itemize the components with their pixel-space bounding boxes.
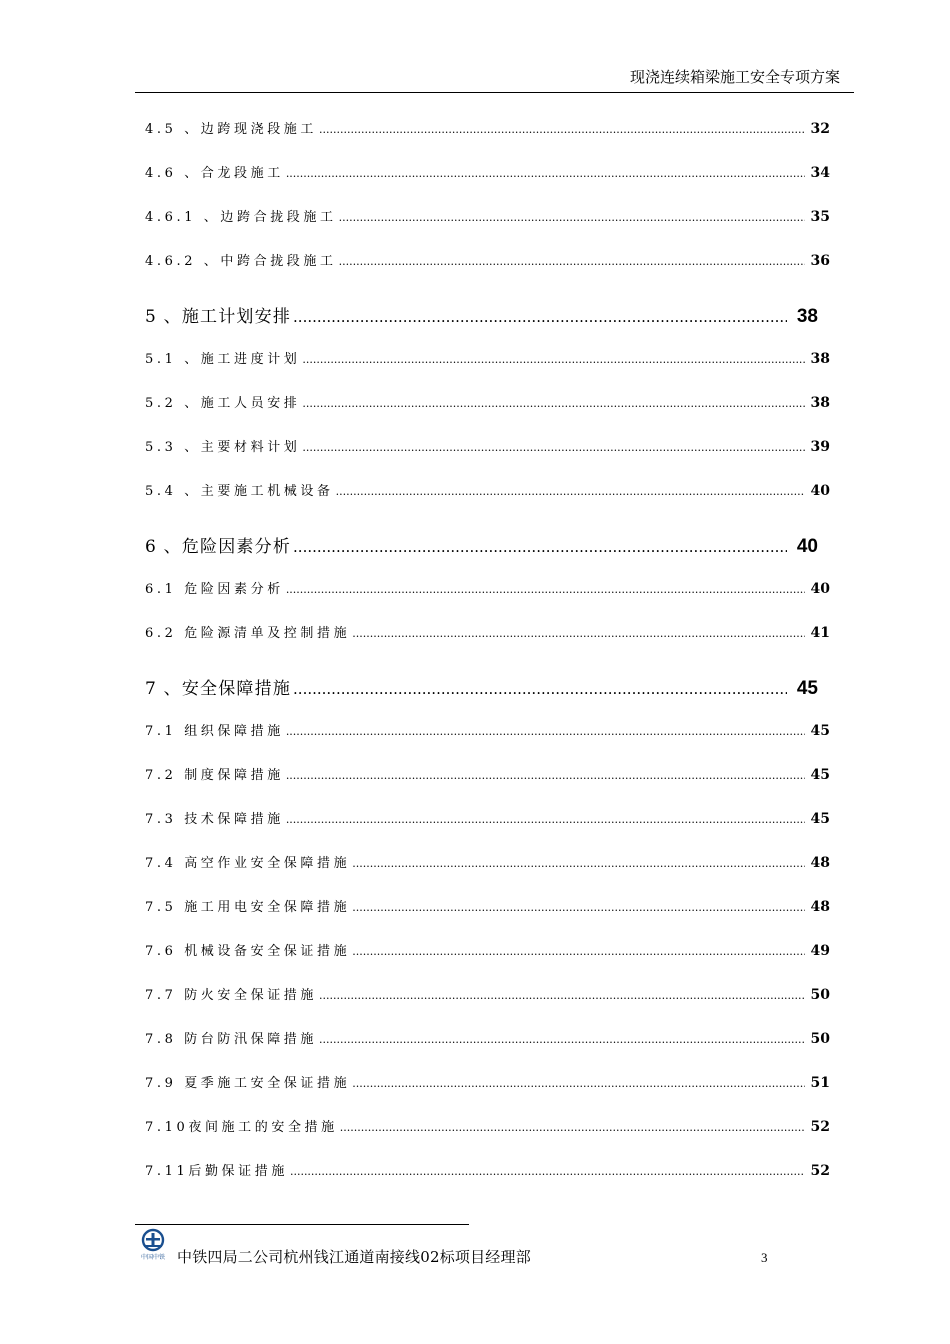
toc-section-entry[interactable] xyxy=(145,896,830,915)
toc-entry-page: 48 xyxy=(810,855,830,871)
toc-section-entry[interactable] xyxy=(145,1028,830,1047)
toc-section-entry[interactable] xyxy=(145,1116,830,1135)
toc-entry-label: 7.9 夏季施工安全保证措施 xyxy=(145,1076,351,1091)
toc-dot-leader xyxy=(319,1033,805,1046)
toc-dot-leader xyxy=(340,1121,805,1134)
toc-entry-page: 51 xyxy=(810,1075,830,1091)
toc-section-entry[interactable] xyxy=(145,206,830,225)
toc-dot-leader xyxy=(293,538,787,556)
toc-section-entry[interactable] xyxy=(145,1072,830,1091)
toc-entry-label: 5.1 、施工进度计划 xyxy=(145,352,301,367)
toc-entry-label: 5.3 、主要材料计划 xyxy=(145,440,301,455)
toc-section-entry[interactable] xyxy=(145,720,830,739)
toc-chapter-entry[interactable] xyxy=(145,532,818,558)
toc-entry-label: 5.4 、主要施工机械设备 xyxy=(145,484,334,499)
toc-dot-leader xyxy=(302,353,804,366)
toc-entry-label: 4.5 、边跨现浇段施工 xyxy=(145,122,318,137)
toc-entry-page: 45 xyxy=(810,723,830,739)
toc-entry-label: 7.4 高空作业安全保障措施 xyxy=(145,856,351,871)
toc-entry-page: 50 xyxy=(810,1031,830,1047)
toc-section-entry[interactable] xyxy=(145,480,830,499)
toc-section-entry[interactable] xyxy=(145,118,830,137)
toc-chapter-entry[interactable] xyxy=(145,302,818,328)
toc-entry-label: 5 、施工计划安排 xyxy=(145,307,292,327)
toc-entry-label: 6.2 危险源清单及控制措施 xyxy=(145,626,351,641)
toc-dot-leader xyxy=(286,167,805,180)
toc-dot-leader xyxy=(352,627,804,640)
footer-company: 中铁四局二公司杭州钱江通道南接线02标项目经理部 xyxy=(177,1248,531,1266)
toc-entry-page: 39 xyxy=(810,439,830,455)
toc-section-entry[interactable] xyxy=(145,622,830,641)
toc-dot-leader xyxy=(352,1077,804,1090)
toc-section-entry[interactable] xyxy=(145,348,830,367)
toc-section-entry[interactable] xyxy=(145,250,830,269)
toc-dot-leader xyxy=(319,123,805,136)
crec-logo-icon xyxy=(135,1228,171,1262)
toc-dot-leader xyxy=(293,308,787,326)
toc-dot-leader xyxy=(302,397,804,410)
toc-entry-label: 5.2 、施工人员安排 xyxy=(145,396,301,411)
toc-entry-label: 4.6 、合龙段施工 xyxy=(145,166,284,181)
toc-dot-leader xyxy=(286,583,805,596)
toc-section-entry[interactable] xyxy=(145,436,830,455)
toc-section-entry[interactable] xyxy=(145,984,830,1003)
toc-entry-label: 4.6.2 、中跨合拢段施工 xyxy=(145,254,337,269)
toc-entry-page: 38 xyxy=(810,351,830,367)
toc-dot-leader xyxy=(290,1165,805,1178)
toc-entry-page: 40 xyxy=(810,581,830,597)
toc-entry-label: 7.11后勤保证措施 xyxy=(145,1164,288,1179)
toc-entry-page: 38 xyxy=(796,306,818,327)
toc-entry-page: 34 xyxy=(810,165,830,181)
toc-section-entry[interactable] xyxy=(145,852,830,871)
toc-entry-label: 7 、安全保障措施 xyxy=(145,679,292,699)
toc-dot-leader xyxy=(352,945,804,958)
toc-entry-page: 50 xyxy=(810,987,830,1003)
toc-dot-leader xyxy=(319,989,805,1002)
toc-section-entry[interactable] xyxy=(145,392,830,411)
toc-dot-leader xyxy=(286,769,805,782)
toc-entry-label: 7.3 技术保障措施 xyxy=(145,812,284,827)
toc-entry-label: 4.6.1 、边跨合拢段施工 xyxy=(145,210,337,225)
toc-entry-label: 7.5 施工用电安全保障措施 xyxy=(145,900,351,915)
toc-entry-label: 6.1 危险因素分析 xyxy=(145,582,284,597)
toc-entry-page: 36 xyxy=(810,253,830,269)
toc-dot-leader xyxy=(286,813,805,826)
toc-entry-page: 35 xyxy=(810,209,830,225)
toc-dot-leader xyxy=(286,725,805,738)
header-title: 现浇连续箱梁施工安全专项方案 xyxy=(629,68,840,86)
toc-entry-page: 45 xyxy=(810,767,830,783)
toc-section-entry[interactable] xyxy=(145,1160,830,1179)
footer-rule xyxy=(135,1224,469,1225)
toc-dot-leader xyxy=(339,211,805,224)
toc-section-entry[interactable] xyxy=(145,940,830,959)
toc-dot-leader xyxy=(352,901,804,914)
toc-entry-page: 40 xyxy=(810,483,830,499)
toc-entry-label: 7.10夜间施工的安全措施 xyxy=(145,1120,338,1135)
page-number: 3 xyxy=(761,1250,768,1265)
toc-entry-label: 7.6 机械设备安全保证措施 xyxy=(145,944,351,959)
toc-section-entry[interactable] xyxy=(145,162,830,181)
toc-entry-page: 32 xyxy=(810,121,830,137)
toc-dot-leader xyxy=(336,485,805,498)
toc-dot-leader xyxy=(302,441,804,454)
toc-dot-leader xyxy=(352,857,804,870)
toc-section-entry[interactable] xyxy=(145,808,830,827)
toc-entry-page: 52 xyxy=(810,1163,830,1179)
toc-entry-page: 48 xyxy=(810,899,830,915)
toc-entry-label: 6 、危险因素分析 xyxy=(145,537,292,557)
toc-entry-page: 41 xyxy=(810,625,830,641)
toc-entry-label: 7.1 组织保障措施 xyxy=(145,724,284,739)
toc-entry-label: 7.8 防台防汛保障措施 xyxy=(145,1032,318,1047)
toc-dot-leader xyxy=(293,680,787,698)
toc-entry-label: 7.2 制度保障措施 xyxy=(145,768,284,783)
toc-entry-page: 49 xyxy=(810,943,830,959)
toc-entry-page: 45 xyxy=(810,811,830,827)
toc-entry-label: 7.7 防火安全保证措施 xyxy=(145,988,318,1003)
toc-entry-page: 38 xyxy=(810,395,830,411)
toc-section-entry[interactable] xyxy=(145,764,830,783)
toc-chapter-entry[interactable] xyxy=(145,674,818,700)
toc-entry-page: 40 xyxy=(796,536,818,557)
toc-section-entry[interactable] xyxy=(145,578,830,597)
svg-text:中国中铁: 中国中铁 xyxy=(140,1254,166,1261)
toc-entry-page: 52 xyxy=(810,1119,830,1135)
toc-entry-page: 45 xyxy=(796,678,818,699)
toc-dot-leader xyxy=(339,255,805,268)
